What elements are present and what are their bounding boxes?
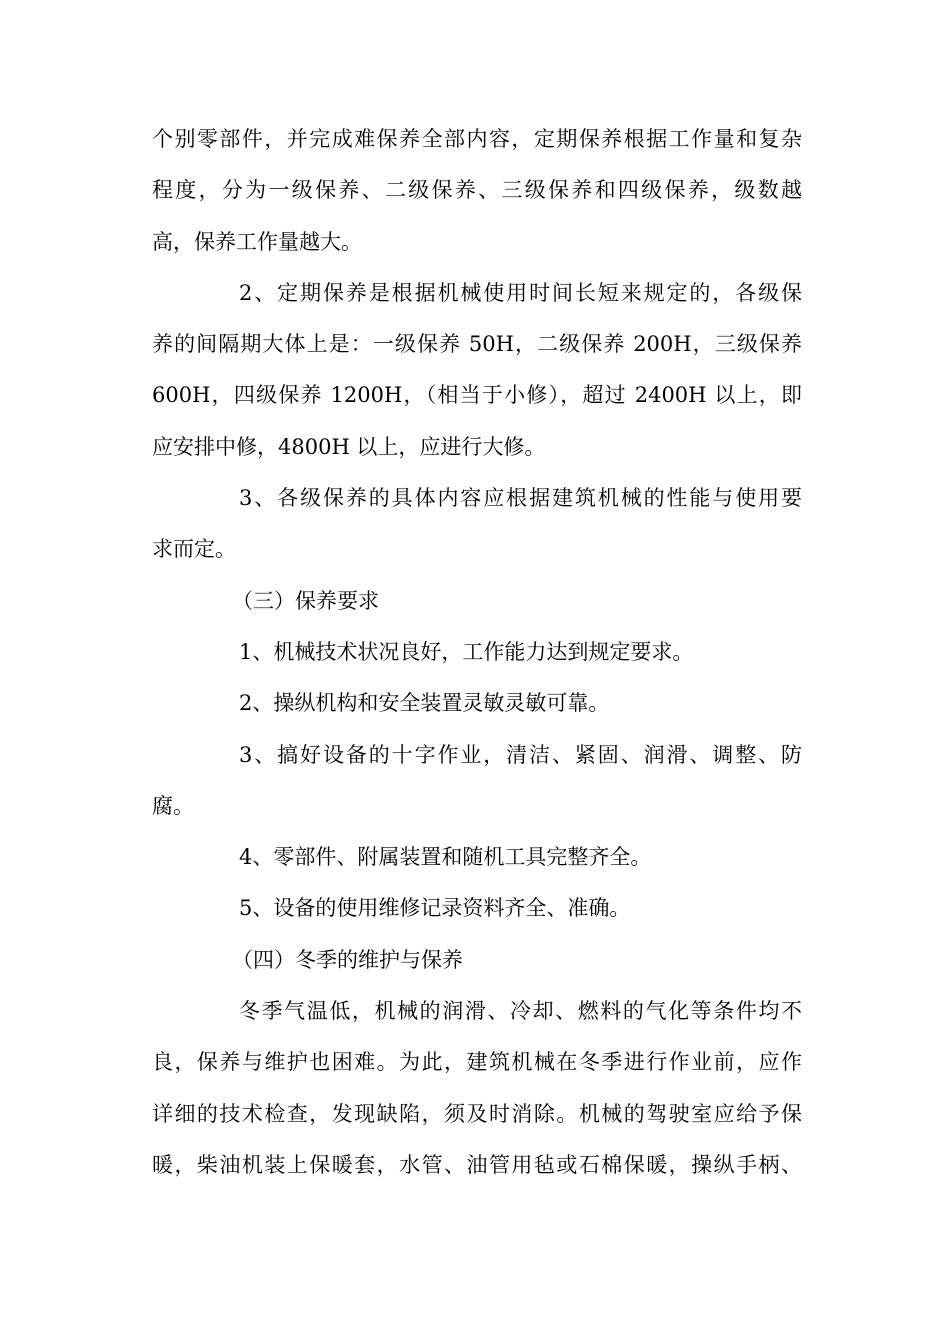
section-heading: （四）冬季的维护与保养 [232,947,463,972]
text-line: 1、机械技术状况良好，工作能力达到规定要求。 [239,639,694,664]
text-line: 600H，四级保养 1200H，（相当于小修），超过 2400H 以上，即 [152,383,802,408]
text-line: 冬季气温低，机械的润滑、冷却、燃料的气化等条件均不 [239,999,802,1024]
section-heading: （三）保养要求 [232,588,379,613]
text-line: 2、操纵机构和安全装置灵敏灵敏可靠。 [239,691,610,716]
text-line: 腐。 [152,793,194,818]
text-line: 暖，柴油机装上保暖套，水管、油管用毡或石棉保暖，操纵手柄、 [152,1152,802,1177]
text-line: 2、定期保养是根据机械使用时间长短来规定的，各级保 [239,280,802,305]
document-body [152,114,802,1191]
text-line: 良，保养与维护也困难。为此，建筑机械在冬季进行作业前，应作 [152,1050,802,1075]
text-line: 个别零部件，并完成难保养全部内容，定期保养根据工作量和复杂 [152,127,802,151]
text-line: 5、设备的使用维修记录资料齐全、准确。 [239,896,631,921]
text-line: 求而定。 [152,537,236,562]
text-line: 4、零部件、附属装置和随机工具完整齐全。 [239,845,652,870]
text-line: 3、各级保养的具体内容应根据建筑机械的性能与使用要 [239,486,802,511]
text-line: 应安排中修，4800H 以上，应进行大修。 [152,434,546,459]
text-line: 程度，分为一级保养、二级保养、三级保养和四级保养，级数越 [152,178,802,203]
text-line: 详细的技术检查，发现缺陷，须及时消除。机械的驾驶室应给予保 [152,1101,802,1126]
text-line: 养的间隔期大体上是：一级保养 50H，二级保养 200H，三级保养 [152,332,802,357]
text-line: 高，保养工作量越大。 [152,229,362,254]
text-line: 3、搞好设备的十字作业，清洁、紧固、润滑、调整、防 [239,742,802,767]
